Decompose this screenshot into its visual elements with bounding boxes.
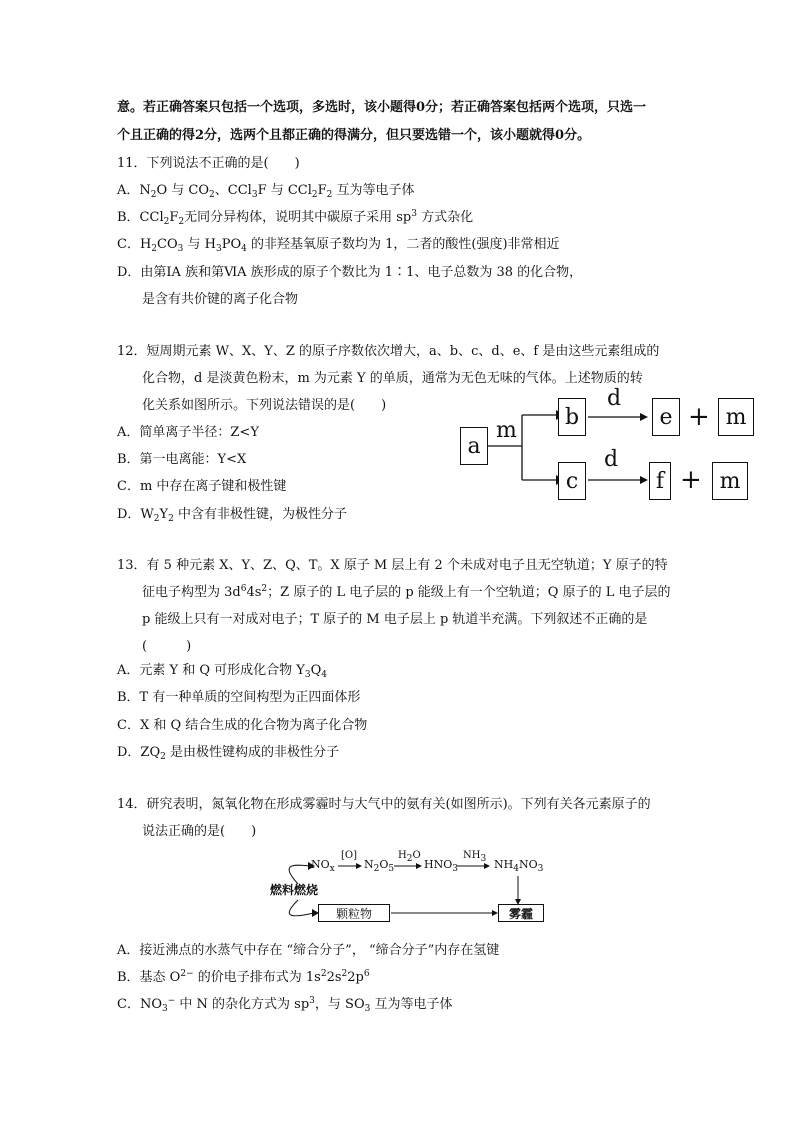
plus-top: +	[688, 402, 710, 432]
oxidation-label: [O]	[341, 850, 358, 861]
q14-option-b: B．基态 $O^{2-}$ 的价电子排布式为 $1s^22s^22p^6$	[117, 969, 370, 985]
q14-stem-line2: 说法正确的是( )	[142, 824, 257, 839]
box-f: f	[649, 462, 671, 500]
q13-option-c: C．X 和 Q 结合生成的化合物为离子化合物	[117, 718, 368, 733]
q12-option-a: A．简单离子半径：Z<Y	[117, 425, 259, 440]
q12-option-c: C．m 中存在离子键和极性键	[117, 479, 287, 494]
particles-box: 颗粒物	[318, 904, 390, 922]
q12-stem-line3: 化关系如图所示。下列说法错误的是( )	[142, 398, 387, 413]
box-a: a	[460, 427, 488, 465]
q12-option-d: D．$W_2Y_2$ 中含有非极性键，为极性分子	[117, 507, 347, 524]
instruction-line-2: 个且正确的得2分，选两个且都正确的得满分，但只要选错一个，该小题就得0分。	[117, 128, 591, 143]
box-m-bottom: m	[712, 462, 748, 500]
q11-stem: 11．下列说法不正确的是( )	[117, 156, 300, 171]
q14-option-c: C．$NO_3^-$ 中 N 的杂化方式为 $sp^3$，与 $SO_3$ 互为等电子体	[117, 996, 453, 1014]
nox-label: $NO_x$	[311, 858, 335, 874]
q12-stem-line2: 化合物，d 是淡黄色粉末，m 为元素 Y 的单质，通常为无色无味的气体。上述物质的转	[142, 371, 643, 386]
branch-arrows	[486, 395, 566, 495]
ammonia-label: $NH_3$	[463, 850, 487, 864]
box-e: e	[652, 398, 680, 436]
box-c: c	[558, 462, 586, 500]
q11-option-c: C．$H_2CO_3$ 与 $H_3PO_4$ 的非羟基氧原子数均为 1，二者的酸性(强度)非常相近	[117, 237, 560, 254]
q11-option-b: B．$CCl_2F_2$无同分异构体，说明其中碳原子采用 $sp^3$ 方式杂化	[117, 209, 474, 227]
q11-option-a: A．$N_2O$ 与 $CO_2$、CCl$_3$F 与 $CCl_2F_2$ 互为等电子体	[117, 183, 415, 200]
plus-bottom: +	[680, 465, 702, 495]
q13-option-d: D．$ZQ_2$ 是由极性键构成的非极性分子	[117, 745, 339, 762]
arrow-c-to-f	[588, 473, 648, 487]
fuel-combustion-label: 燃料燃烧	[270, 883, 319, 897]
instruction-line-1: 意。若正确答案只包括一个选项，多选时，该小题得0分；若正确答案包括两个选项，只选一	[117, 100, 647, 115]
q13-stem-line3: p 能级上只有一对成对电子；T 原子的 M 电子层上 p 轨道半充满。下列叙述不正确的是	[142, 612, 648, 627]
q12-stem-line1: 12．短周期元素 W、X、Y、Z 的原子序数依次增大，a、b、c、d、e、f 是由这些元素组成的	[117, 344, 660, 359]
nh4no3-label: $NH_4NO_3$	[494, 858, 544, 874]
n2o5-label: $N_2O_5$	[364, 858, 395, 874]
q14-option-a: A．接近沸点的水蒸气中存在 “缔合分子”， “缔合分子”内存在氢键	[117, 943, 500, 958]
haze-box: 雾霾	[498, 904, 544, 922]
q13-stem-line2: 征电子构型为 $3d^64s^2$；Z 原子的 L 电子层的 p 能级上有一个空轨道；Q 原子的 L 电子层的	[142, 584, 671, 600]
q13-stem-line1: 13．有 5 种元素 X、Y、Z、Q、T。X 原子 M 层上有 2 个未成对电子且无空轨道；Y 原子的特	[117, 558, 668, 573]
label-d-top: d	[607, 386, 622, 411]
q13-stem-line4: ( )	[142, 639, 192, 654]
arrow-b-to-e	[588, 410, 648, 424]
box-m-top: m	[718, 398, 754, 436]
q13-option-b: B．T 有一种单质的空间构型为正四面体形	[117, 690, 361, 705]
q11-option-d-line2: 是含有共价键的离子化合物	[142, 292, 299, 307]
water-label: $H_2O$	[398, 850, 421, 864]
label-m: m	[496, 418, 517, 443]
q11-option-d-line1: D．由第ⅠA 族和第ⅥA 族形成的原子个数比为 1∶1、电子总数为 38 的化合物，	[117, 265, 583, 280]
box-b: b	[558, 398, 586, 436]
q13-option-a: A．元素 Y 和 Q 可形成化合物 $Y_3Q_4$	[117, 663, 328, 680]
label-d-bottom: d	[604, 447, 619, 472]
q14-stem-line1: 14．研究表明，氮氧化物在形成雾霾时与大气中的氨有关(如图所示)。下列有关各元素原子的	[117, 797, 651, 812]
hno3-label: $HNO_3$	[424, 858, 458, 874]
q12-option-b: B．第一电离能：Y<X	[117, 452, 247, 467]
